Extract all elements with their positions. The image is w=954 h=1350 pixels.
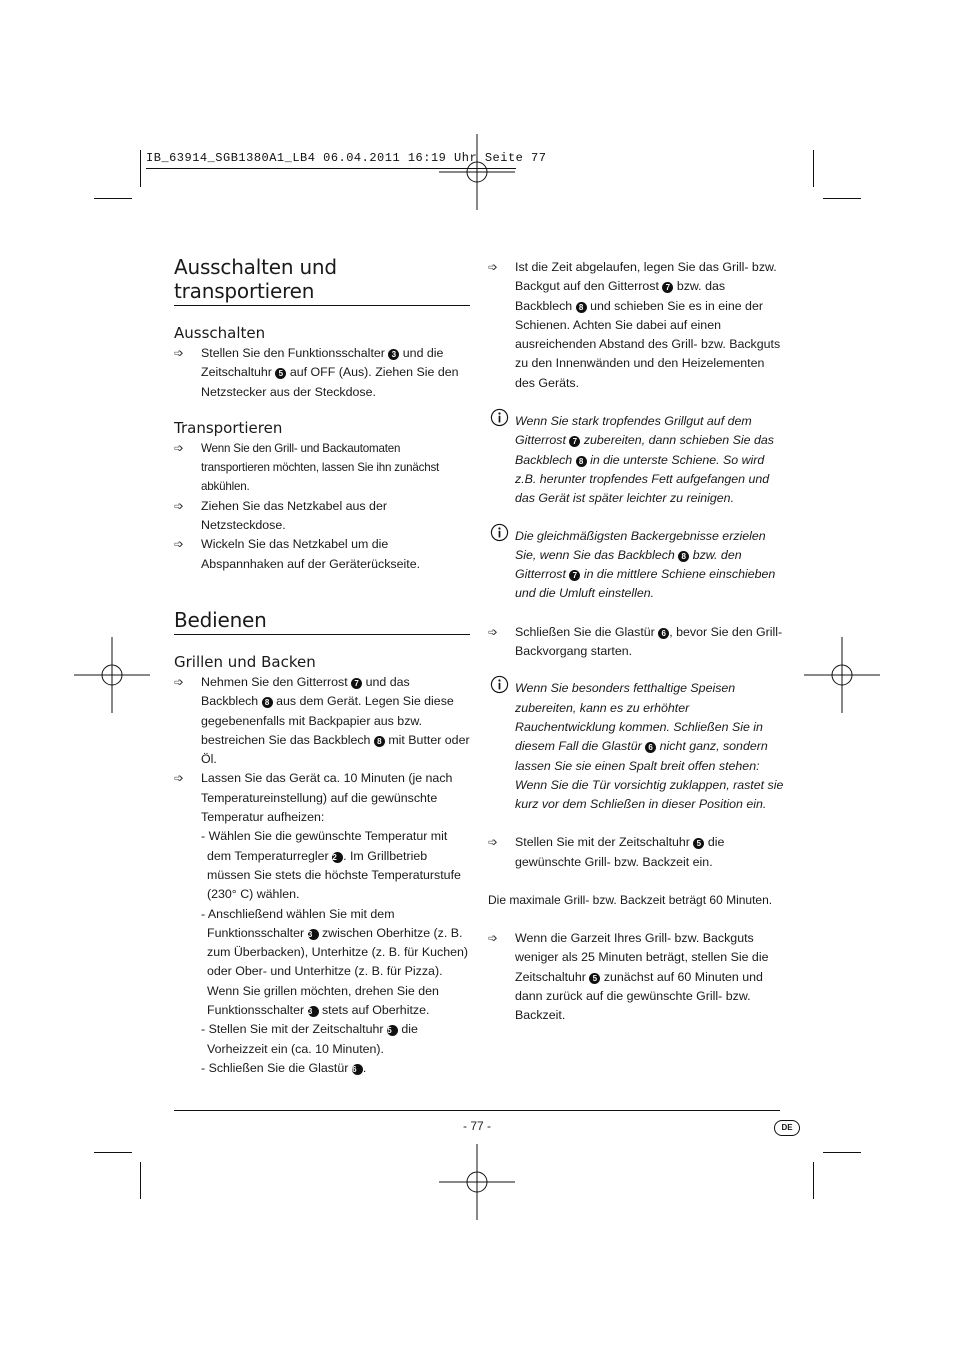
crop-mark <box>94 1152 132 1153</box>
number-badge-7: 7 <box>569 570 580 581</box>
crop-mark <box>140 150 141 187</box>
number-badge-3: 3 <box>388 349 399 360</box>
crop-mark <box>140 1162 141 1199</box>
registration-mark <box>74 637 150 713</box>
list-item: ➩ Wenn Sie den Grill- und Backautomaten transportieren möchten, lassen Sie ihn zunächst abkühlen. <box>174 440 440 494</box>
number-badge-8: 8 <box>262 697 273 708</box>
number-badge-6: 6 <box>658 628 669 639</box>
number-badge-5: 5 <box>589 973 600 984</box>
arrow-icon: ➩ <box>174 674 185 689</box>
list-item: ➩ Ziehen Sie das Netzkabel aus der Netzsteckdose. <box>174 498 387 533</box>
number-badge-6: 6 <box>645 742 656 753</box>
list-item: ➩ Ist die Zeit abgelaufen, legen Sie das Grill- bzw. Backgut auf den Gitterrost 7 bzw. das Backblech 8 und schieben Sie es in eine der Schienen. Achten Sie dabei auf einen ausreichenden Abstand des Grill- bzw. Backguts zu den Innenwänden und den Heizelementen des Geräts. <box>488 260 781 390</box>
number-badge-5: 5 <box>275 368 286 379</box>
crop-mark <box>813 1162 814 1199</box>
number-badge-5: 5 <box>693 838 704 849</box>
list-item: ➩ Stellen Sie mit der Zeitschaltuhr 5 die gewünschte Grill- bzw. Backzeit ein. <box>488 835 725 869</box>
arrow-icon: ➩ <box>174 498 185 513</box>
number-badge-7: 7 <box>351 678 362 689</box>
arrow-icon: ➩ <box>174 771 185 786</box>
info-note: Die gleichmäßigsten Backergebnisse erzielen Sie, wenn Sie das Backblech 8 bzw. den Gitterrost 7 in die mittlere Schiene einschieben und die Umluft einstellen. <box>488 527 784 604</box>
sub-list-item: - Wählen Sie die gewünschte Temperatur mit dem Temperaturregler 2 . Im Grillbetrieb müssen Sie stets die höchste Temperaturstufe (230° C) wählen. <box>201 829 461 902</box>
list-item: ➩ Nehmen Sie den Gitterrost 7 und das Backblech 8 aus dem Gerät. Legen Sie diese gegebenenfalls mit Backpapier aus bzw. bestreichen Sie das Backblech 8 mit Butter oder Öl. <box>174 674 470 767</box>
number-badge-6: 6 <box>352 1064 363 1075</box>
list-item: ➩ Wenn die Garzeit Ihres Grill- bzw. Backguts weniger als 25 Minuten beträgt, stellen Sie die Zeitschaltuhr 5 zunächst auf 60 Minuten und dann zurück auf die gewünschte Grill- bzw. Backzeit. <box>488 931 769 1023</box>
arrow-icon: ➩ <box>174 537 185 552</box>
number-badge-7: 7 <box>662 282 673 293</box>
right-column <box>488 258 784 1026</box>
list-item: ➩ Schließen Sie die Glastür 6 , bevor Sie den Grill- Backvorgang starten. <box>488 624 783 659</box>
list-item: ➩ Stellen Sie den Funktionsschalter 3 und die Zeitschaltuhr 5 auf OFF (Aus). Ziehen Sie den Netzstecker aus der Steckdose. <box>174 346 459 399</box>
list-item: ➩ Lassen Sie das Gerät ca. 10 Minuten (je nach Temperatureinstellung) auf die gewünschte Temperatur aufheizen: <box>174 771 453 825</box>
number-badge-8: 8 <box>576 456 587 467</box>
number-badge-8: 8 <box>374 736 385 747</box>
info-note: Wenn Sie stark tropfendes Grillgut auf dem Gitterrost 7 zubereiten, dann schieben Sie das Backblech 8 in die unterste Schiene. So wird z.B. herunter tropfendes Fett aufgefangen und das Gerät ist später leichter zu reinigen. <box>488 412 784 508</box>
info-note: Wenn Sie besonders fetthaltige Speisen zubereiten, kann es zu erhöhter Rauchentwicklung kommen. Schließen Sie in diesem Fall die Glastür 6 nicht ganz, sondern lassen Sie sie einen Spalt breit offen stehen: Wenn Sie die Tür vorsichtig zuklappen, rastet sie kurz vor dem Schließen in dieser Position ein. <box>488 679 784 814</box>
info-icon <box>490 408 509 427</box>
arrow-icon: ➩ <box>174 346 185 360</box>
arrow-icon: ➩ <box>174 440 184 455</box>
left-column <box>174 255 470 1078</box>
subheading-grillen-und-backen: Grillen und Backen <box>174 652 316 671</box>
arrow-icon: ➩ <box>488 624 499 639</box>
subheading-transportieren: Transportieren <box>174 418 283 437</box>
page-number: - 77 - <box>462 1119 491 1133</box>
sub-list-item: - Schließen Sie die Glastür 6 . <box>201 1060 367 1075</box>
number-badge-8: 8 <box>678 551 689 562</box>
print-slug: IB_63914_SGB1380A1_LB4 06.04.2011 16:19 Uhr Seite 77 <box>146 151 547 165</box>
registration-mark <box>804 637 880 713</box>
registration-mark <box>439 134 515 210</box>
info-icon <box>490 675 509 694</box>
crop-mark <box>94 198 132 199</box>
arrow-icon: ➩ <box>488 835 499 850</box>
crop-mark <box>823 198 861 199</box>
subheading-ausschalten: Ausschalten <box>174 324 266 342</box>
sub-list-item: - Anschließend wählen Sie mit dem Funktionsschalter 3 zwischen Oberhitze (z. B. zum Überbacken), Unterhitze (z. B. für Kuchen) oder Ober- und Unterhitze (z. B. für Pizza). Wenn Sie grillen möchten, drehen Sie den Funktionsschalter 3 stets auf Oberhitze. <box>201 906 468 1018</box>
language-badge: DE <box>774 1120 800 1136</box>
number-badge-8: 8 <box>576 302 587 313</box>
number-badge-2: 2 <box>332 852 343 863</box>
list-item: ➩ Wickeln Sie das Netzkabel um die Abspannhaken auf der Geräterückseite. <box>174 537 421 571</box>
section-heading-ausschalten-transportieren: Ausschalten und transportieren <box>174 255 470 306</box>
max-time-note: Die maximale Grill- bzw. Backzeit beträgt 60 Minuten. <box>488 893 773 908</box>
crop-mark <box>823 1152 861 1153</box>
arrow-icon: ➩ <box>488 260 499 274</box>
number-badge-3: 3 <box>308 1006 319 1017</box>
crop-mark <box>813 150 814 187</box>
sub-list-item: - Stellen Sie mit der Zeitschaltuhr 5 die Vorheizzeit ein (ca. 10 Minuten). <box>201 1022 418 1056</box>
info-icon <box>490 523 509 542</box>
footer-rule <box>174 1110 780 1111</box>
number-badge-5: 5 <box>387 1025 398 1036</box>
arrow-icon: ➩ <box>488 931 499 946</box>
section-heading-bedienen: Bedienen <box>174 608 470 635</box>
number-badge-7: 7 <box>569 436 580 447</box>
registration-mark <box>439 1144 515 1220</box>
number-badge-3: 3 <box>308 929 319 940</box>
